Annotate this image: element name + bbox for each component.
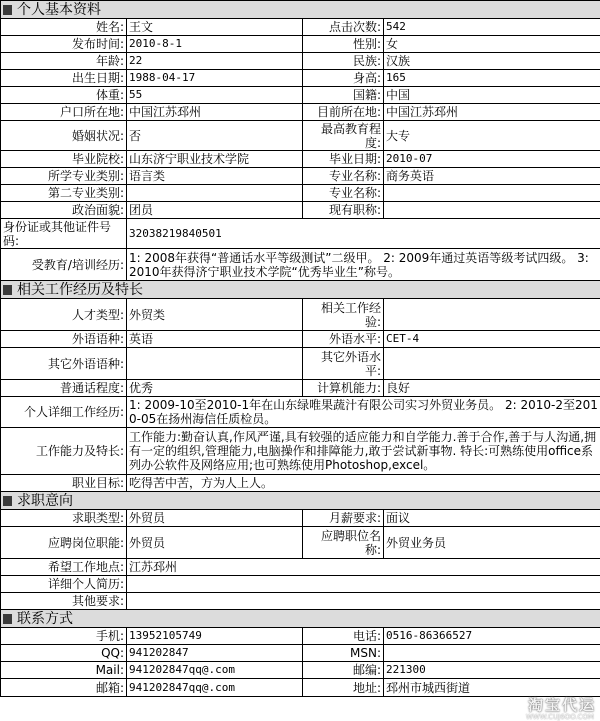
other-language-label: 其它外语语种:: [1, 348, 127, 380]
mail-value[interactable]: 941202847qq@.com: [127, 662, 303, 679]
job-function-value: 外贸员: [127, 527, 303, 559]
job-type-label: 求职类型:: [1, 510, 127, 527]
ability-label: 工作能力及特长:: [1, 428, 127, 475]
other-level-value: [384, 348, 600, 380]
position-label: 应聘职位名称:: [303, 527, 384, 559]
place-label: 希望工作地点:: [1, 559, 127, 576]
grad-date-value: 2010-07: [384, 151, 600, 168]
zip-value: 221300: [384, 662, 600, 679]
language-level-value: CET-4: [384, 331, 600, 348]
mobile-value: 13952105749: [127, 628, 303, 645]
section-contact-title: 联系方式: [17, 610, 73, 627]
major2-label: 专业名称:: [303, 185, 384, 202]
experience-label: 相关工作经验:: [303, 299, 384, 331]
mobile-label: 手机:: [1, 628, 127, 645]
job-function-label: 应聘岗位职能:: [1, 527, 127, 559]
education-label: 最高教育程度:: [303, 121, 384, 151]
section-square-icon: [3, 5, 12, 15]
hukou-label: 户口所在地:: [1, 104, 127, 121]
language-level-label: 外语水平:: [303, 331, 384, 348]
gender-value: 女: [384, 36, 600, 53]
address-label: 地址:: [303, 679, 384, 697]
id-value: 32038219840501: [127, 219, 600, 249]
qq-value: 941202847: [127, 645, 303, 662]
section-basic-title: 个人基本资料: [17, 1, 101, 18]
marital-label: 婚姻状况:: [1, 121, 127, 151]
watermark-logo: 淘宝代运: [527, 696, 596, 714]
weight-value: 55: [127, 87, 303, 104]
major-label: 专业名称:: [303, 168, 384, 185]
birth-label: 出生日期:: [1, 70, 127, 87]
other-requirements-value: [127, 593, 600, 610]
marital-value: 否: [127, 121, 303, 151]
position-value: 外贸业务员: [384, 527, 600, 559]
section-job-title: 求职意向: [17, 492, 73, 509]
resume-value: [127, 576, 600, 593]
education-value: 大专: [384, 121, 600, 151]
work-detail-label: 个人详细工作经历:: [1, 397, 127, 428]
email-label: 邮箱:: [1, 679, 127, 697]
gender-label: 性别:: [303, 36, 384, 53]
other-level-label: 其它外语水平:: [303, 348, 384, 380]
mandarin-label: 普通话程度:: [1, 380, 127, 397]
computer-value: 良好: [384, 380, 600, 397]
training-label: 受教育/培训经历:: [1, 249, 127, 281]
talent-label: 人才类型:: [1, 299, 127, 331]
section-square-icon: [3, 496, 12, 506]
weight-label: 体重:: [1, 87, 127, 104]
talent-value: 外贸类: [127, 299, 303, 331]
section-job: [1, 492, 600, 510]
phone-value: 0516-86366527: [384, 628, 600, 645]
email-value[interactable]: 941202847qq@.com: [127, 679, 303, 697]
resume-label: 详细个人简历:: [1, 576, 127, 593]
major-value: 商务英语: [384, 168, 600, 185]
major2-value: [384, 185, 600, 202]
work-detail-value: 1: 2009-10至2010-1年在山东绿唯果蔬汁有限公司实习外贸业务员。 2: 2010-2至2010-05在扬州海信任质检员。: [127, 397, 600, 428]
section-square-icon: [3, 614, 12, 624]
height-label: 身高:: [303, 70, 384, 87]
place-value: 江苏邳州: [127, 559, 600, 576]
ethnic-label: 民族:: [303, 53, 384, 70]
clicks-value: 542: [384, 19, 600, 36]
age-label: 年龄:: [1, 53, 127, 70]
ethnic-value: 汉族: [384, 53, 600, 70]
section-work: [1, 281, 600, 299]
other-language-value: [127, 348, 303, 380]
qq-label: QQ:: [1, 645, 127, 662]
clicks-label: 点击次数:: [303, 19, 384, 36]
ability-value: 工作能力:勤奋认真,作风严谨,具有较强的适应能力和自学能力.善于合作,善于与人沟通,拥有一定的组织,管理能力,电脑操作和排障能力,敢于尝试新事物. 特长:可熟练使用office系列办公软件及网络应用;也可熟练使用Photoshop,excel。: [127, 428, 600, 475]
experience-value: [384, 299, 600, 331]
msn-value: [384, 645, 600, 662]
language-label: 外语语种:: [1, 331, 127, 348]
current-location-value: 中国江苏邳州: [384, 104, 600, 121]
age-value: 22: [127, 53, 303, 70]
grad-date-label: 毕业日期:: [303, 151, 384, 168]
school-value: 山东济宁职业技术学院: [127, 151, 303, 168]
job-type-value: 外贸员: [127, 510, 303, 527]
major-category-value: 语言类: [127, 168, 303, 185]
title-value: [384, 202, 600, 219]
political-label: 政治面貌:: [1, 202, 127, 219]
section-square-icon: [3, 285, 12, 295]
computer-label: 计算机能力:: [303, 380, 384, 397]
major2-category-label: 第二专业类别:: [1, 185, 127, 202]
political-value: 团员: [127, 202, 303, 219]
name-label: 姓名:: [1, 19, 127, 36]
pub-label: 发布时间:: [1, 36, 127, 53]
school-label: 毕业院校:: [1, 151, 127, 168]
zip-label: 邮编:: [303, 662, 384, 679]
hukou-value: 中国江苏邳州: [127, 104, 303, 121]
mail-label: Mail:: [1, 662, 127, 679]
section-contact: [1, 610, 600, 628]
section-work-title: 相关工作经历及特长: [17, 281, 143, 298]
phone-label: 电话:: [303, 628, 384, 645]
pub-value: 2010-8-1: [127, 36, 303, 53]
training-value: 1: 2008年获得“普通话水平等级测试”二级甲。 2: 2009年通过英语等级考试四级。 3: 2010年获得济宁职业技术学院“优秀毕业生”称号。: [127, 249, 600, 281]
mandarin-value: 优秀: [127, 380, 303, 397]
salary-label: 月薪要求:: [303, 510, 384, 527]
msn-label: MSN:: [303, 645, 384, 662]
language-value: 英语: [127, 331, 303, 348]
goal-value: 吃得苦中苦，方为人上人。: [127, 475, 600, 492]
height-value: 165: [384, 70, 600, 87]
major-category-label: 所学专业类别:: [1, 168, 127, 185]
nation-value: 中国: [384, 87, 600, 104]
birth-value: 1988-04-17: [127, 70, 303, 87]
goal-label: 职业目标:: [1, 475, 127, 492]
major2-category-value: [127, 185, 303, 202]
section-basic: [1, 1, 600, 19]
address-value: 邳州市城西街道: [384, 679, 600, 697]
name-value: 王文: [127, 19, 303, 36]
id-label: 身份证或其他证件号码:: [1, 219, 127, 249]
nation-label: 国籍:: [303, 87, 384, 104]
salary-value: 面议: [384, 510, 600, 527]
watermark-url: WWW.CUJ6OO.COM: [525, 713, 594, 721]
current-location-label: 目前所在地:: [303, 104, 384, 121]
title-label: 现有职称:: [303, 202, 384, 219]
other-requirements-label: 其他要求:: [1, 593, 127, 610]
